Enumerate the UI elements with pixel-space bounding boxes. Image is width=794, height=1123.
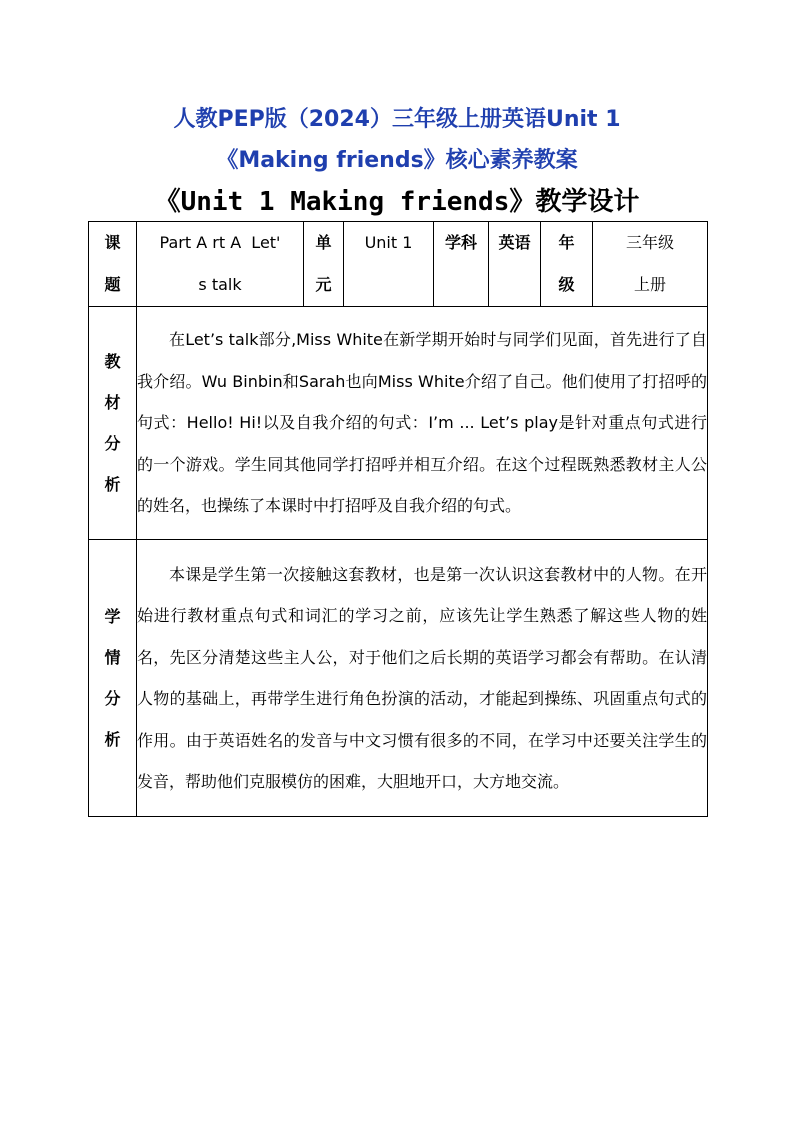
grade-label-char-2: 级: [558, 275, 575, 294]
lesson-label-cell: [89, 222, 137, 307]
label-char: 情: [104, 648, 121, 667]
grade-value-line-2: 上册: [633, 275, 666, 294]
lesson-plan-table: [88, 221, 708, 817]
lesson-label-char-2: 题: [104, 275, 121, 294]
lesson-value-line-2: s talk: [198, 275, 242, 294]
label-char: 分: [104, 689, 121, 708]
subject-label: 学科: [444, 233, 477, 252]
lesson-value-cell: [137, 222, 304, 307]
textbook-analysis-text: 在Let’s talk部分,Miss White在新学期开始时与同学们见面，首先进行了自我介绍。Wu Binbin和Sarah也向Miss White介绍了自己。他们使用了打招呼的句式：Hello! Hi!以及自我介绍的句式：I’m ... Let’s play是针对重点句式进行的一个游戏。学生同其他同学打招呼并相互介绍。在这个过程既熟悉教材主人公的姓名，也操练了本课时中打招呼及自我介绍的句式。: [137, 307, 708, 540]
subject-label-cell: [434, 222, 489, 307]
grade-label-char-1: 年: [558, 233, 575, 252]
header-row: [89, 222, 708, 307]
lesson-plan-heading: 《Unit 1 Making friends》教学设计: [154, 187, 640, 217]
student-analysis-row: [89, 540, 708, 817]
unit-label-cell: [304, 222, 344, 307]
label-char: 学: [104, 607, 121, 626]
student-analysis-text: 本课是学生第一次接触这套教材，也是第一次认识这套教材中的人物。在开始进行教材重点句式和词汇的学习之前，应该先让学生熟悉了解这些人物的姓名，先区分清楚这些主人公，对于他们之后长期的英语学习都会有帮助。在认清人物的基础上，再带学生进行角色扮演的活动，才能起到操练、巩固重点句式的作用。由于英语姓名的发音与中文习惯有很多的不同，在学习中还要关注学生的发音，帮助他们克服模仿的困难，大胆地开口，大方地交流。: [137, 540, 708, 817]
unit-value: Unit 1: [364, 233, 413, 252]
textbook-analysis-label: [89, 307, 137, 540]
label-char: 析: [104, 730, 121, 749]
unit-label-char-2: 元: [315, 275, 332, 294]
subject-value-cell: [489, 222, 541, 307]
document-title-line-1: 人教PEP版（2024）三年级上册英语Unit 1: [173, 107, 621, 132]
document-title-line-2: 《Making friends》核心素养教案: [216, 148, 578, 173]
label-char: 析: [104, 475, 121, 494]
grade-label-cell: [541, 222, 593, 307]
textbook-analysis-row: [89, 307, 708, 540]
lesson-label-char-1: 课: [104, 233, 121, 252]
student-analysis-label: [89, 540, 137, 817]
unit-label-char-1: 单: [315, 233, 332, 252]
label-char: 教: [104, 352, 121, 371]
subject-value: 英语: [498, 233, 531, 252]
grade-value-line-1: 三年级: [625, 233, 674, 252]
lesson-value-line-1: Part A rt A Let': [159, 233, 281, 252]
label-char: 分: [104, 434, 121, 453]
grade-value-cell: [593, 222, 708, 307]
unit-value-cell: [344, 222, 434, 307]
label-char: 材: [104, 393, 121, 412]
